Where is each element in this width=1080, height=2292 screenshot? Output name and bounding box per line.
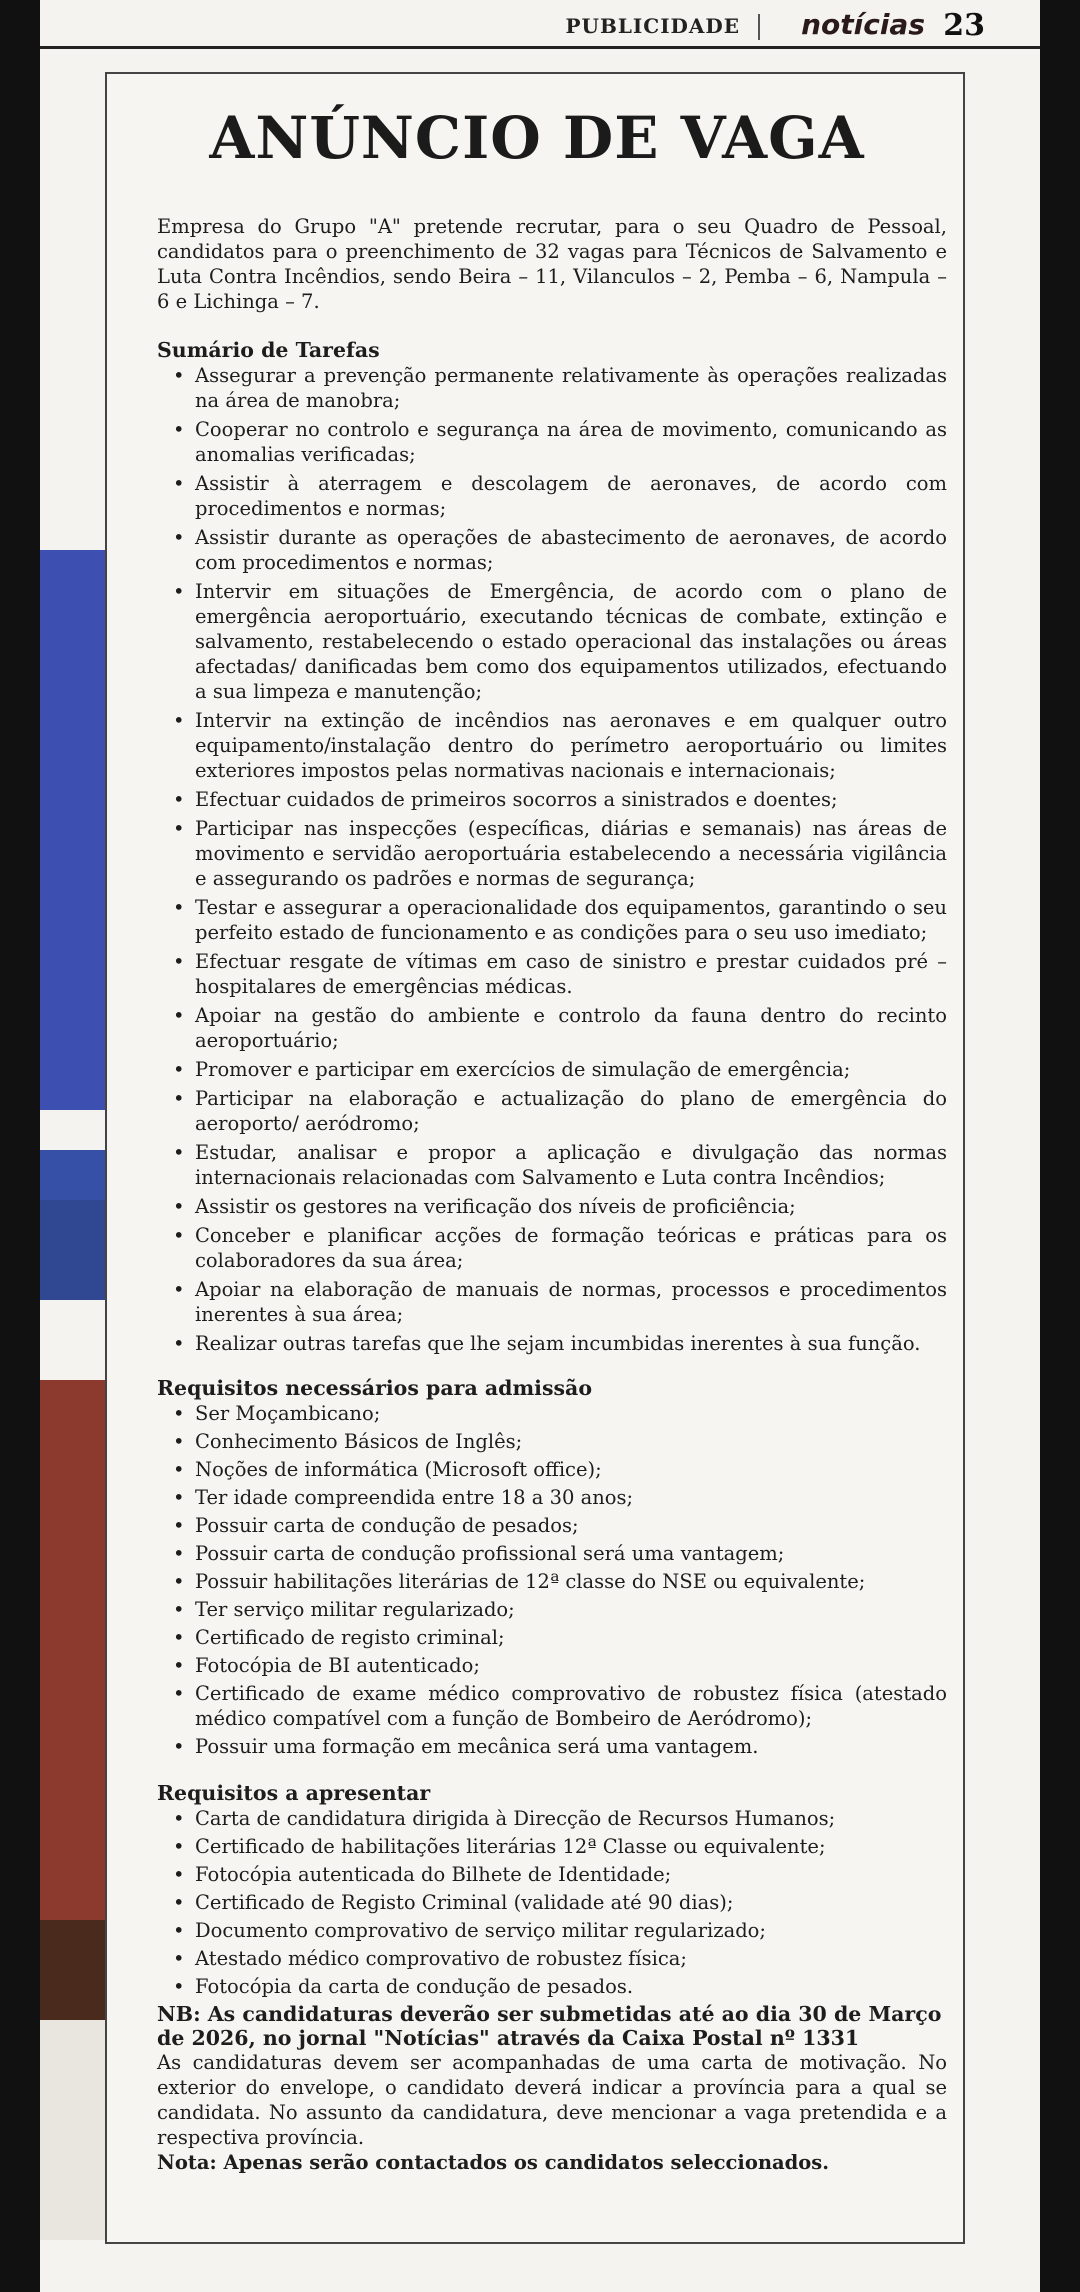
list-item: • Intervir em situações de Emergência, de acordo com o plano de emergência aeroportuário, executando técnicas de combate, extinção e salvamento, restabelecendo o estado operacional das instalações ou áreas afectadas/ danificadas bem como dos equipamentos utilizados, efectuando a sua limpeza e manutenção; — [195, 579, 947, 704]
list-item: • Participar nas inspecções (específicas, diárias e semanais) nas áreas de movimento e servidão aeroportuária estabelecendo a necessária vigilância e assegurando os padrões e normas de segurança; — [195, 816, 947, 891]
list-item: • Assistir durante as operações de abastecimento de aeronaves, de acordo com procedimentos e normas; — [195, 525, 947, 575]
header-separator — [758, 14, 760, 40]
list-item: • Possuir carta de condução profissional será uma vantagem; — [195, 1541, 947, 1566]
documents-heading: Requisitos a apresentar — [157, 1781, 431, 1805]
ad-title: ANÚNCIO DE VAGA — [209, 104, 865, 172]
requirements-list — [157, 1401, 947, 1759]
list-item: • Ter serviço militar regularizado; — [195, 1597, 947, 1622]
list-item: • Promover e participar em exercícios de simulação de emergência; — [195, 1057, 947, 1082]
tasks-list — [157, 363, 947, 1356]
list-item: • Realizar outras tarefas que lhe sejam incumbidas inerentes à sua função. — [195, 1331, 947, 1356]
list-item: • Possuir habilitações literárias de 12ª classe do NSE ou equivalente; — [195, 1569, 947, 1594]
list-item: • Efectuar cuidados de primeiros socorros a sinistrados e doentes; — [195, 787, 947, 812]
list-item: • Atestado médico comprovativo de robustez física; — [195, 1946, 947, 1971]
list-item: • Apoiar na gestão do ambiente e controlo da fauna dentro do recinto aeroportuário; — [195, 1003, 947, 1053]
list-item: • Ser Moçambicano; — [195, 1401, 947, 1426]
list-item: • Carta de candidatura dirigida à Direcção de Recursos Humanos; — [195, 1806, 947, 1831]
list-item: • Certificado de exame médico comprovativo de robustez física (atestado médico compatível com a função de Bombeiro de Aeródromo); — [195, 1681, 947, 1731]
list-item: • Documento comprovativo de serviço militar regularizado; — [195, 1918, 947, 1943]
list-item: • Certificado de Registo Criminal (validade até 90 dias); — [195, 1890, 947, 1915]
list-item: • Cooperar no controlo e segurança na área de movimento, comunicando as anomalias verificadas; — [195, 417, 947, 467]
header-rule — [40, 46, 1040, 49]
section-label: PUBLICIDADE — [565, 14, 740, 38]
list-item: • Efectuar resgate de vítimas em caso de sinistro e prestar cuidados pré – hospitalares de emergências médicas. — [195, 949, 947, 999]
deadline-note: NB: As candidaturas deverão ser submetidas até ao dia 30 de Março de 2026, no jornal "Notícias" através da Caixa Postal nº 1331 — [157, 2002, 942, 2050]
page-number: 23 — [943, 8, 985, 43]
requirements-heading: Requisitos necessários para admissão — [157, 1376, 593, 1400]
ad-intro: Empresa do Grupo "A" pretende recrutar, para o seu Quadro de Pessoal, candidatos para o preenchimento de 32 vagas para Técnicos de Salvamento e Luta Contra Incêndios, sendo Beira – 11, Vilanculos – 2, Pemba – 6, Nampula – 6 e Lichinga – 7. — [157, 215, 947, 313]
ad-content — [157, 214, 947, 2175]
adjacent-page-strip — [40, 400, 110, 2240]
list-item: • Intervir na extinção de incêndios nas aeronaves e em qualquer outro equipamento/instalação dentro do perímetro aeroportuário ou limites exteriores impostos pelas normativas nacionais e internacionais; — [195, 708, 947, 783]
page-header — [40, 0, 1040, 48]
list-item: • Assistir à aterragem e descolagem de aeronaves, de acordo com procedimentos e normas; — [195, 471, 947, 521]
list-item: • Participar na elaboração e actualização do plano de emergência do aeroporto/ aeródromo; — [195, 1086, 947, 1136]
list-item: • Conhecimento Básicos de Inglês; — [195, 1429, 947, 1454]
list-item: • Fotocópia de BI autenticado; — [195, 1653, 947, 1678]
list-item: • Assegurar a prevenção permanente relativamente às operações realizadas na área de manobra; — [195, 363, 947, 413]
list-item: • Noções de informática (Microsoft office); — [195, 1457, 947, 1482]
job-advert — [105, 72, 965, 2244]
tasks-heading: Sumário de Tarefas — [157, 338, 380, 362]
list-item: • Ter idade compreendida entre 18 a 30 anos; — [195, 1485, 947, 1510]
list-item: • Certificado de habilitações literárias 12ª Classe ou equivalente; — [195, 1834, 947, 1859]
final-note: Nota: Apenas serão contactados os candidatos seleccionados. — [157, 2151, 830, 2174]
submission-note: As candidaturas devem ser acompanhadas de uma carta de motivação. No exterior do envelope, o candidato deverá indicar a província para a qual se candidata. No assunto da candidatura, deve mencionar a vaga pretendida e a respectiva província. — [157, 2051, 947, 2149]
list-item: • Estudar, analisar e propor a aplicação e divulgação das normas internacionais relacionadas com Salvamento e Luta contra Incêndios; — [195, 1140, 947, 1190]
list-item: • Fotocópia da carta de condução de pesados. — [195, 1974, 947, 1999]
list-item: • Testar e assegurar a operacionalidade dos equipamentos, garantindo o seu perfeito estado de funcionamento e as condições para o seu uso imediato; — [195, 895, 947, 945]
list-item: • Assistir os gestores na verificação dos níveis de proficiência; — [195, 1194, 947, 1219]
list-item: • Possuir carta de condução de pesados; — [195, 1513, 947, 1538]
list-item: • Certificado de registo criminal; — [195, 1625, 947, 1650]
list-item: • Fotocópia autenticada do Bilhete de Identidade; — [195, 1862, 947, 1887]
list-item: • Conceber e planificar acções de formação teóricas e práticas para os colaboradores da sua área; — [195, 1223, 947, 1273]
list-item: • Possuir uma formação em mecânica será uma vantagem. — [195, 1734, 947, 1759]
documents-list — [157, 1806, 947, 1999]
newspaper-name: notícias — [801, 8, 925, 41]
list-item: • Apoiar na elaboração de manuais de normas, processos e procedimentos inerentes à sua área; — [195, 1277, 947, 1327]
